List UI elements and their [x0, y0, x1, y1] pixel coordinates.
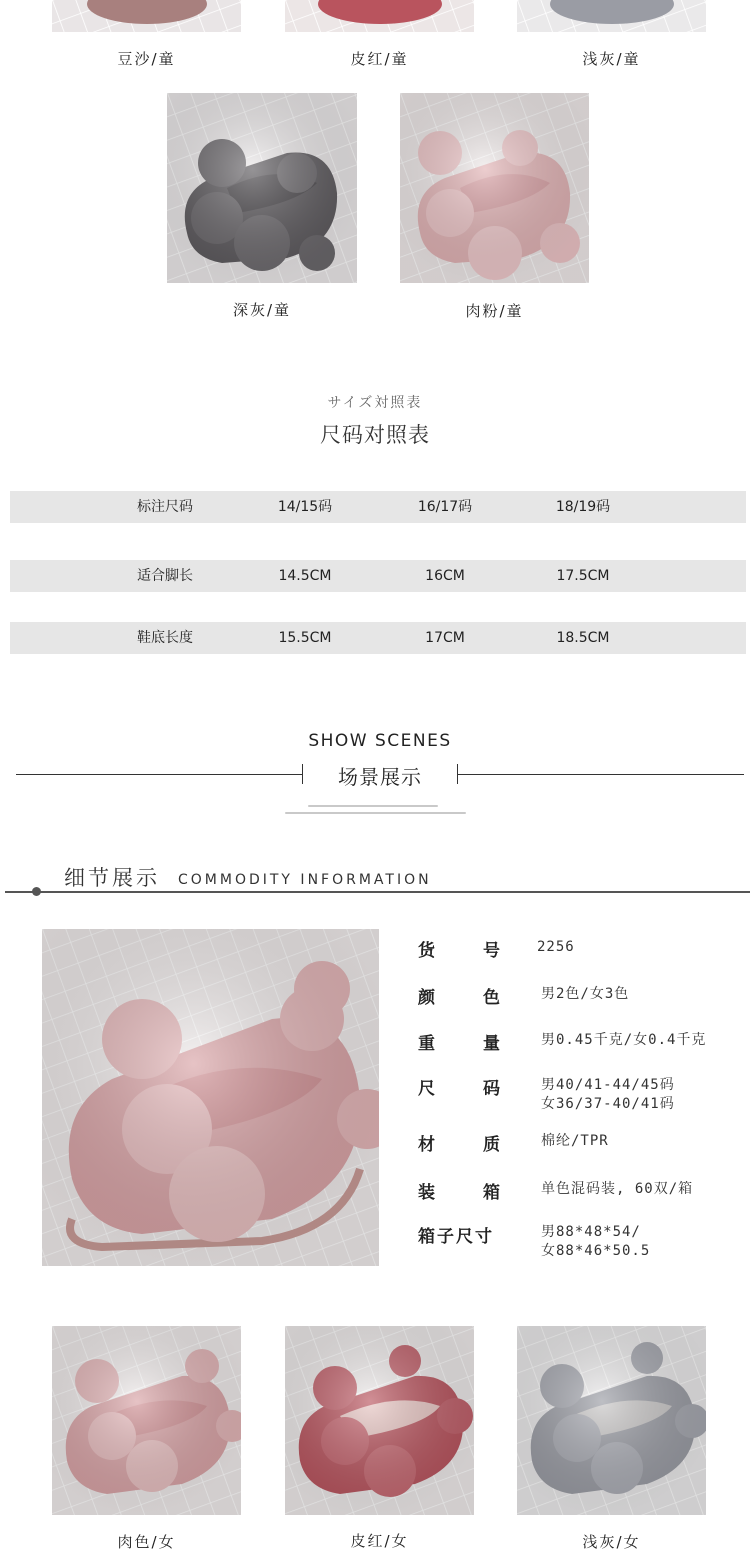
spec-label-box-size	[418, 1222, 494, 1247]
spec-label-text	[418, 983, 500, 1008]
spec-label-char: 箱	[483, 1183, 500, 1203]
size-row-label-size	[10, 491, 746, 523]
product-photo-bean-kids	[52, 0, 241, 32]
spec-label-char: 码	[483, 1079, 500, 1099]
size-cell: 17.5CM	[556, 568, 610, 584]
spec-label-char: 色	[483, 988, 500, 1008]
product-photo-darkgrey-kids	[167, 93, 357, 283]
size-cell: 18.5CM	[556, 630, 610, 646]
size-row-foot-length	[10, 560, 746, 592]
spec-label-text: 箱子尺寸	[418, 1227, 494, 1247]
size-row-header: 标注尺码	[137, 499, 193, 515]
caption-lightgrey-women: 浅灰/女	[582, 1533, 641, 1551]
caption-bean-kids: 豆沙/童	[117, 50, 176, 68]
spec-label-char: 重	[418, 1034, 435, 1054]
show-scenes-cn: 场景展示	[338, 765, 422, 789]
product-photo-lightgrey-women	[517, 1326, 706, 1515]
spec-label-text	[418, 936, 500, 961]
spec-value-packing: 单色混码装, 60双/箱	[541, 1181, 694, 1197]
spec-label-char: 量	[483, 1034, 500, 1054]
product-photo-red-women	[285, 1326, 474, 1515]
show-scenes-decorative-text	[283, 803, 468, 817]
product-photo-lightgrey-kids	[517, 0, 706, 32]
size-row-sole-length	[10, 622, 746, 654]
commodity-title-en: COMMODITY INFORMATION	[178, 872, 432, 888]
size-row-header: 鞋底长度	[137, 630, 193, 646]
size-cell: 18/19码	[555, 499, 611, 515]
caption-lightgrey-kids: 浅灰/童	[582, 50, 641, 68]
spec-label-char: 质	[483, 1135, 500, 1155]
spec-value-item-no: 2256	[537, 939, 575, 955]
spec-label-char: 颜	[418, 988, 435, 1008]
commodity-divider-dot	[32, 887, 41, 896]
spec-value-color: 男2色/女3色	[541, 986, 630, 1002]
spec-label-char: 装	[418, 1183, 435, 1203]
caption-red-women: 皮红/女	[350, 1532, 409, 1550]
commodity-divider	[5, 891, 750, 893]
product-photo-red-kids	[285, 0, 474, 32]
spec-value-size: 男40/41-44/45码 女36/37-40/41码	[541, 1077, 675, 1112]
size-chart-title: 尺码对照表	[320, 423, 430, 447]
size-cell: 17CM	[425, 630, 465, 646]
spec-label-text	[418, 1029, 500, 1054]
spec-label-char: 材	[418, 1135, 435, 1155]
spec-label-color	[418, 983, 500, 1008]
show-scenes-en: SHOW SCENES	[308, 731, 452, 751]
spec-label-material	[418, 1130, 500, 1155]
spec-value-weight: 男0.45千克/女0.4千克	[541, 1032, 707, 1048]
spec-label-text	[418, 1130, 500, 1155]
show-scenes-line-right	[458, 774, 744, 775]
product-photo-main	[42, 929, 379, 1266]
caption-red-kids: 皮红/童	[350, 50, 409, 68]
spec-label-char: 号	[483, 941, 500, 961]
caption-pink-kids: 肉粉/童	[465, 302, 524, 320]
size-cell: 16/17码	[417, 499, 473, 515]
spec-label-char: 货	[418, 941, 435, 961]
spec-label-packing	[418, 1178, 500, 1203]
commodity-title-cn: 细节展示	[64, 866, 160, 890]
spec-label-size	[418, 1074, 500, 1099]
spec-label-char: 尺	[418, 1079, 435, 1099]
product-photo-pink-women	[52, 1326, 241, 1515]
size-chart-subtitle: サイズ対照表	[327, 395, 423, 411]
caption-pink-women: 肉色/女	[117, 1533, 176, 1551]
show-scenes-line-left	[16, 774, 303, 775]
spec-label-text	[418, 1074, 500, 1099]
size-cell: 16CM	[425, 568, 465, 584]
spec-label-item-no	[418, 936, 500, 961]
spec-value-box-size: 男88*48*54/ 女88*46*50.5	[541, 1224, 651, 1259]
spec-value-material: 棉纶/TPR	[541, 1133, 609, 1149]
product-photo-pink-kids	[400, 93, 589, 283]
size-cell: 14.5CM	[278, 568, 332, 584]
size-cell: 15.5CM	[278, 630, 332, 646]
size-row-header: 适合脚长	[137, 568, 193, 584]
caption-darkgrey-kids: 深灰/童	[232, 301, 292, 319]
spec-label-text	[418, 1178, 500, 1203]
size-cell: 14/15码	[277, 499, 333, 515]
spec-label-weight	[418, 1029, 500, 1054]
